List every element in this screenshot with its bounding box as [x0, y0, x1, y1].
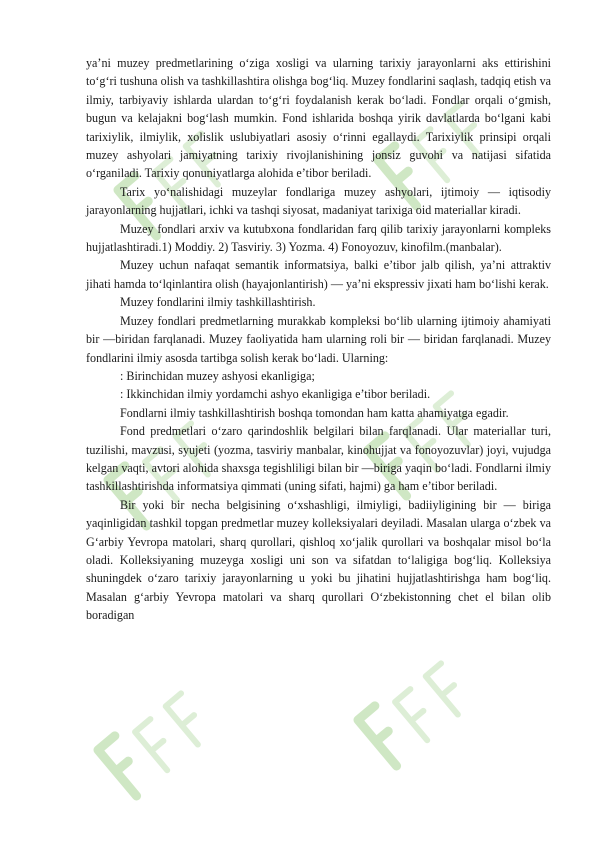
- paragraph-4: Muzey uchun nafaqat semantik informatsiya, balki e’tibor jalb qilish, ya’ni attraktiv jihati hamda to‘lqinlantira olish (hayajonlantirish) — ya’ni ekspressiv jixati ham bo‘lishi kerak.: [86, 258, 551, 291]
- paragraph-7: Fondlarni ilmiy tashkillashtirish boshqa tomondan ham katta ahamiyatga egadir.: [120, 405, 509, 420]
- watermark-logo-5: [98, 686, 213, 796]
- paragraph-6: Muzey fondlari predmetlarning murakkab kompleksi bo‘lib ularning ijtimoiy ahamiyati bir —biridan farqlanadi. Muzey faoliyatida ham ularning roli bir — biridan farqlanadi. Muzey fondlarini ilmiy asosda tartibga solish kerak bo‘ladi. Ularning:: [86, 313, 551, 365]
- list-item-2: : Ikkinchidan ilmiy yordamchi ashyo ekanligiga e’tibor beriladi.: [120, 387, 431, 402]
- paragraph-2: Tarix yo‘nalishidagi muzeylar fondlariga muzey ashyolari, ijtimoiy — iqtisodiy jarayonlarning hujjatlari, ichki va tashqi siyosat, madaniyat tarixiga oid materiallar kiradi.: [86, 184, 551, 218]
- paragraph-9: Bir yoki bir necha belgisining o‘xshashligi, ilmiyligi, badiiyligining bir — biriga yaqinligidan tashkil topgan predmetlar muzey kolleksiyalari deyiladi. Masalan ularga o‘zbek va G‘arbiy Yevropa matolari, sharq qurollari, qishloq xo‘jalik qurollari va boshqalar misol bo‘la oladi. Kolleksiyaning muzeyga xosligi uni son va sifatdan to‘laligiga bog‘liq. Kolleksiya shuningdek o‘zaro tarixiy jarayonlarning u yoki bu jihatini hujjatlashtirishga ham bog‘liq. Masalan g‘arbiy Yevropa matolari va sharq qurollari O‘zbekistonning chet el bilan olib boradigan: [86, 497, 551, 623]
- paragraph-8: Fond predmetlari o‘zaro qarindoshlik belgilari bilan farqlanadi. Ular materiallar turi, tuzilishi, mavzusi, syujeti (yozma, tasviriy manbalar, kinohujjat va fonoyozuvlar) joyi, vujudga kelgan vaqti, avtori alohida shaxsga tegishliligi bilan bir —biriga yaqin bo‘ladi. Fondlarni ilmiy tashkillashtirishda informatsiya qimmati (uning sifati, hajmi) ga ham e’tibor beriladi.: [86, 424, 551, 494]
- paragraph-1: ya’ni muzey predmetlarining o‘ziga xosligi va ularning tarixiy jarayonlarni aks ettirishini to‘g‘ri tushuna olish va tashkillashtira olishga bog‘liq. Muzey fondlarini saqlash, tadqiq etish va ilmiy, tarbiyaviy ishlarda ulardan to‘g‘ri foydalanish kerak bo‘ladi. Fondlar orqali o‘gmish, bugun va kelajakni bog‘lash mumkin. Fond ishlarida boshqa yirik davlatlarda bo‘lgani kabi tarixiylik, ilmiylik, xolislik uslubiyatlari asosiy o‘rinni egallaydi. Tarixiylik prinsipi orqali muzey ashyolari jamiyatning tarixiy rivojlanishining jonsiz guvohi va natijasi sifatida o‘rganiladi. Tarixiy qonuniyatlarga alohida e’tibor beriladi.: [86, 56, 551, 181]
- paragraph-3: Muzey fondlari arxiv va kutubxona fondlaridan farq qilib tarixiy jarayonlarni kompleks hujjatlashtiradi.1) Moddiy. 2) Tasviriy. 3) Yozma. 4) Fonoyozuv, kinofilm.(manbalar).: [86, 221, 551, 255]
- list-item-1: : Birinchidan muzey ashyosi ekanligiga;: [120, 368, 315, 383]
- paragraph-5: Muzey fondlarini ilmiy tashkillashtirish.: [120, 295, 316, 310]
- document-body: [86, 54, 551, 625]
- watermark-logo-6: [358, 656, 473, 766]
